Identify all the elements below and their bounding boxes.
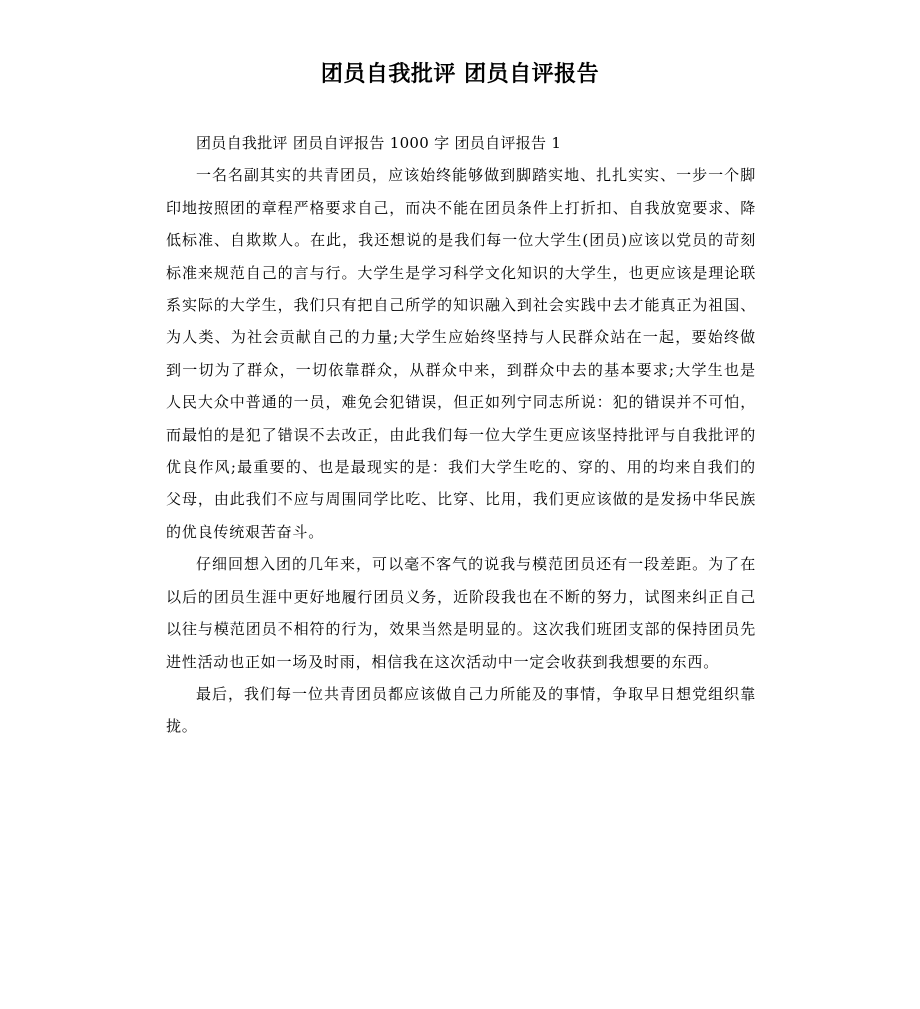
paragraph-3: 最后，我们每一位共青团员都应该做自己力所能及的事情，争取早日想党组织靠拢。 <box>166 684 756 736</box>
paragraph-2: 仔细回想入团的几年来，可以毫不客气的说我与模范团员还有一段差距。为了在以后的团员生涯中更好地履行团员义务，近阶段我也在不断的努力，试图来纠正自己以往与模范团员不相符的行为，效果当然是明显的。这次我们班团支部的保持团员先进性活动也正如一场及时雨，相信我在这次活动中一定会收获到我想要的东西。 <box>166 555 756 671</box>
document-title: 团员自我批评 团员自评报告 <box>320 62 600 87</box>
paragraph-subtitle: 团员自我批评 团员自评报告 1000 字 团员自评报告 1 <box>196 134 562 152</box>
document-body <box>166 127 756 743</box>
paragraph-1: 一名名副其实的共青团员，应该始终能够做到脚踏实地、扎扎实实、一步一个脚印地按照团的章程严格要求自己，而决不能在团员条件上打折扣、自我放宽要求、降低标准、自欺欺人。在此，我还想说的是我们每一位大学生(团员)应该以党员的苛刻标准来规范自己的言与行。大学生是学习科学文化知识的大学生，也更应该是理论联系实际的大学生，我们只有把自己所学的知识融入到社会实践中去才能真正为祖国、为人类、为社会贡献自己的力量;大学生应始终坚持与人民群众站在一起，要始终做到一切为了群众，一切依靠群众，从群众中来，到群众中去的基本要求;大学生也是人民大众中普通的一员，难免会犯错误，但正如列宁同志所说：犯的错误并不可怕，而最怕的是犯了错误不去改正，由此我们每一位大学生更应该坚持批评与自我批评的优良作风;最重要的、也是最现实的是：我们大学生吃的、穿的、用的均来自我们的父母，由此我们不应与周围同学比吃、比穿、比用，我们更应该做的是发扬中华民族的优良传统艰苦奋斗。 <box>166 166 756 541</box>
